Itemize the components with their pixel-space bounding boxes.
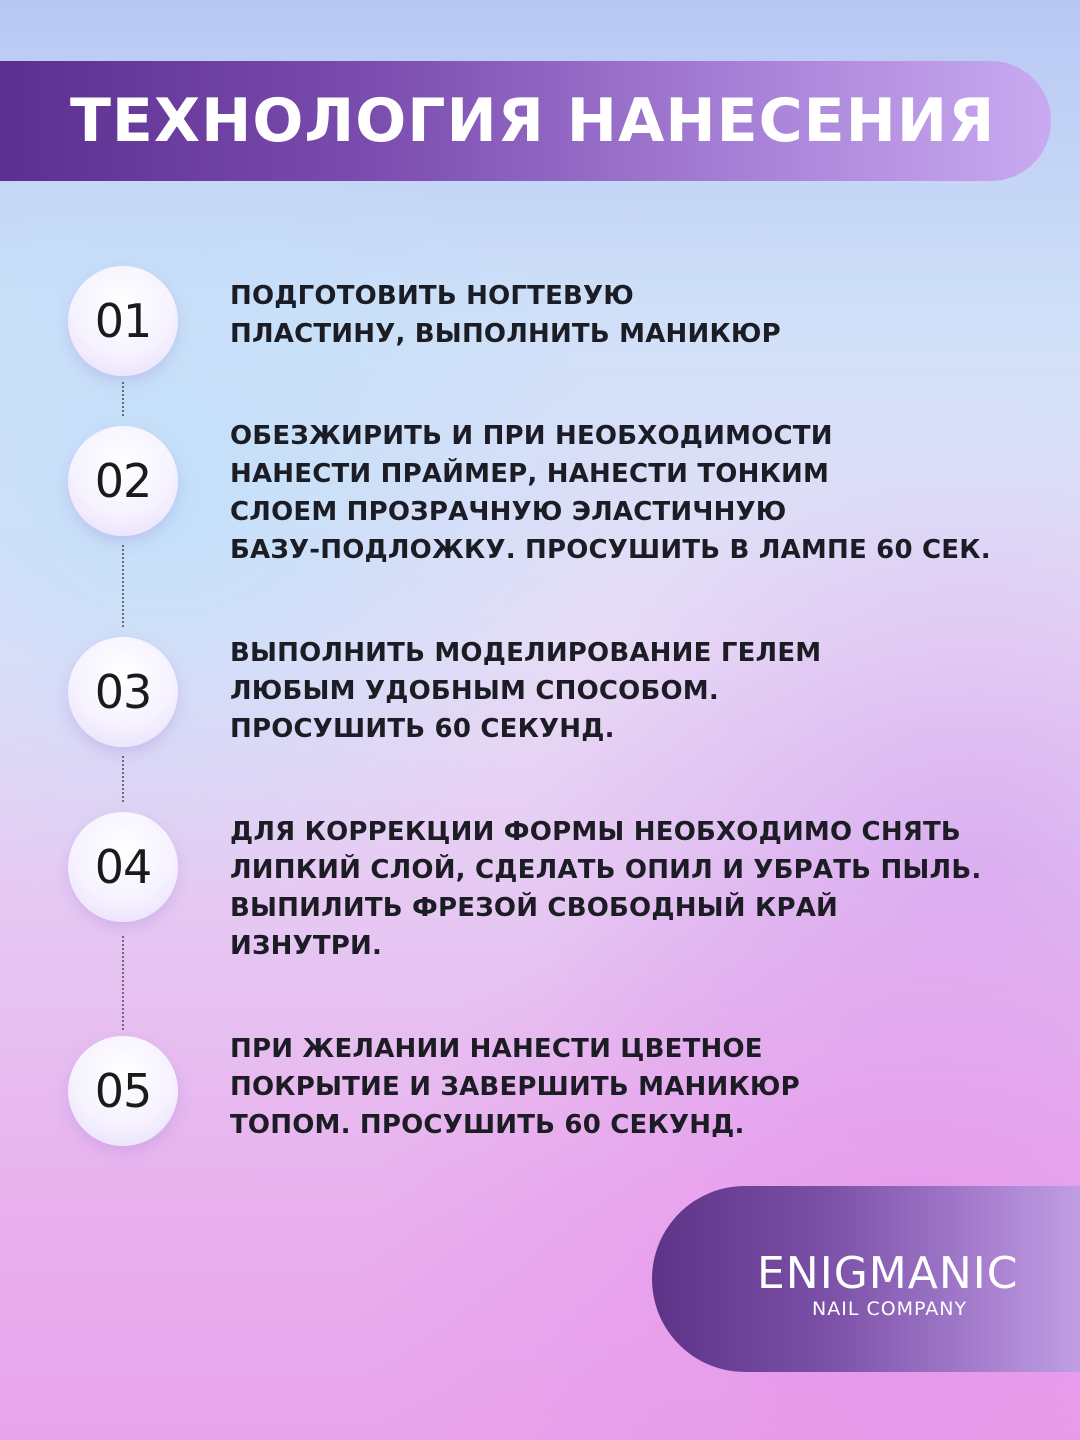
step-number-badge-05	[68, 1036, 178, 1146]
step-number: 05	[94, 1064, 152, 1118]
step-number-badge-04	[68, 812, 178, 922]
step-number: 02	[94, 454, 152, 508]
step-description-03: ВЫПОЛНИТЬ МОДЕЛИРОВАНИЕ ГЕЛЕМ ЛЮБЫМ УДОБНЫМ СПОСОБОМ. ПРОСУШИТЬ 60 СЕКУНД.	[230, 638, 822, 744]
page-title: ТЕХНОЛОГИЯ НАНЕСЕНИЯ	[70, 86, 996, 156]
step-number-badge-03	[68, 637, 178, 747]
step-number: 01	[94, 294, 152, 348]
brand-tagline: NAIL COMPANY	[812, 1298, 968, 1320]
brand-logo-banner	[652, 1186, 1080, 1372]
step-description-02: ОБЕЗЖИРИТЬ И ПРИ НЕОБХОДИМОСТИ НАНЕСТИ ПРАЙМЕР, НАНЕСТИ ТОНКИМ СЛОЕМ ПРОЗРАЧНУЮ ЭЛАСТИЧНУЮ БАЗУ-ПОДЛОЖКУ. ПРОСУШИТЬ В ЛАМПЕ 60 СЕК.	[230, 421, 991, 565]
step-description-05: ПРИ ЖЕЛАНИИ НАНЕСТИ ЦВЕТНОЕ ПОКРЫТИЕ И ЗАВЕРШИТЬ МАНИКЮР ТОПОМ. ПРОСУШИТЬ 60 СЕКУНД.	[230, 1034, 800, 1140]
step-number: 03	[94, 665, 152, 719]
step-description-01: ПОДГОТОВИТЬ НОГТЕВУЮ ПЛАСТИНУ, ВЫПОЛНИТЬ МАНИКЮР	[230, 281, 781, 349]
step-connector	[122, 936, 124, 1030]
step-connector	[122, 382, 124, 416]
step-number: 04	[94, 840, 152, 894]
step-connector	[122, 545, 124, 627]
step-connector	[122, 756, 124, 802]
step-number-badge-01	[68, 266, 178, 376]
header-banner	[0, 61, 1051, 181]
step-number-badge-02	[68, 426, 178, 536]
brand-logo-wordmark: ENIGMANIC	[757, 1248, 1019, 1299]
step-description-04: ДЛЯ КОРРЕКЦИИ ФОРМЫ НЕОБХОДИМО СНЯТЬ ЛИПКИЙ СЛОЙ, СДЕЛАТЬ ОПИЛ И УБРАТЬ ПЫЛЬ. ВЫПИЛИТЬ ФРЕЗОЙ СВОБОДНЫЙ КРАЙ ИЗНУТРИ.	[230, 817, 982, 961]
